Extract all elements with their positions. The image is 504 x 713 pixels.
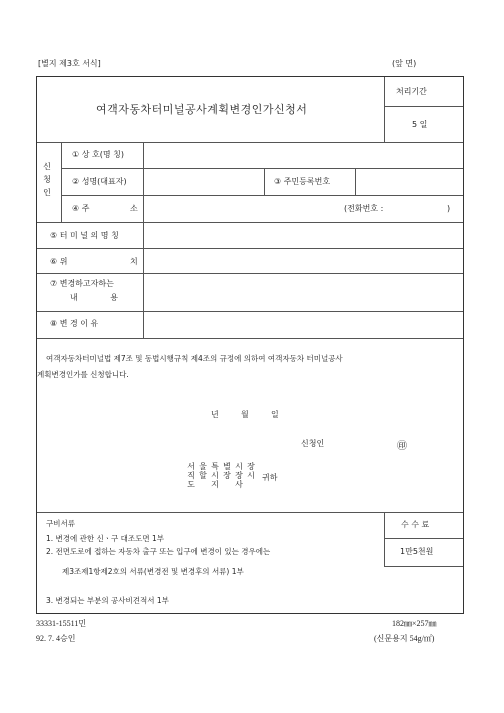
statement-line-2: 계획변경인가를 신청합니다. xyxy=(37,370,129,379)
terminal-name-field[interactable] xyxy=(144,223,462,247)
divider xyxy=(37,338,463,339)
authority-col-3: 특 시 지 xyxy=(211,462,219,489)
form-number: [별지 제3호 서식] xyxy=(38,59,101,68)
location-label-suffix: 치 xyxy=(130,257,138,266)
terminal-name-label: ⑤ 터 미 널 의 명 칭 xyxy=(50,231,119,240)
attachment-item-2-continued: 제3조제1항제2호의 서류(변경전 및 변경후의 서류) 1부 xyxy=(62,567,244,576)
resident-number-field[interactable] xyxy=(356,169,462,194)
approval-date: 92. 7. 4승인 xyxy=(36,634,76,643)
processing-period-value: 5 일 xyxy=(412,120,428,129)
change-content-field[interactable] xyxy=(144,274,462,310)
date-year-label: 년 xyxy=(211,410,219,419)
change-reason-field[interactable] xyxy=(144,312,462,337)
authority-col-5: 시 장 사 xyxy=(235,462,243,489)
divider xyxy=(384,538,463,539)
date-day-label: 일 xyxy=(271,410,279,419)
representative-name-field[interactable] xyxy=(144,169,264,194)
processing-period-label: 처리기간 xyxy=(396,87,427,96)
applicant-group-label: 신 청 인 xyxy=(43,162,51,197)
address-field[interactable] xyxy=(144,196,462,221)
authority-col-4: 별 장 xyxy=(223,462,231,480)
seal-mark: ㊞ xyxy=(397,441,407,452)
phone-close-paren: ) xyxy=(447,204,451,213)
paper-type: (신문용지 54g/㎡) xyxy=(374,634,435,643)
page-side-label: (앞 면) xyxy=(392,59,417,68)
fee-value: 1만5천원 xyxy=(400,547,434,556)
change-content-label: ⑦ 변경하고자하는 xyxy=(50,279,114,288)
location-label: ⑥ 위 xyxy=(50,257,68,266)
attachment-item-2: 2. 전면도로에 접하는 자동차 출구 또는 입구에 변경이 있는 경우에는 xyxy=(46,547,271,556)
divider xyxy=(384,512,385,566)
date-month-label: 월 xyxy=(241,410,249,419)
phone-label: (전화번호 : xyxy=(344,204,384,213)
representative-name-label: ② 성명(대표자) xyxy=(72,177,127,186)
fee-label: 수 수 료 xyxy=(401,520,430,529)
change-content-label-2: 내 용 xyxy=(70,293,118,302)
attachment-item-3: 3. 변경되는 부분의 공사비견적서 1부 xyxy=(46,596,169,605)
form-title: 여객자동차터미널공사계획변경인가신청서 xyxy=(96,103,308,116)
paper-size: 182㎜×257㎜ xyxy=(392,619,437,628)
divider xyxy=(264,168,265,195)
resident-number-label: ③ 주민등록번호 xyxy=(274,177,331,186)
address-label: ④ 주 xyxy=(72,204,90,213)
form-code: 33331-15511민 xyxy=(36,619,87,628)
divider xyxy=(384,106,463,107)
attachment-item-1: 1. 변경에 관한 신ㆍ구 대조도면 1부 xyxy=(46,534,165,543)
address-label-suffix: 소 xyxy=(130,204,138,213)
divider xyxy=(61,142,62,222)
addressee-suffix: 귀하 xyxy=(262,473,278,482)
attachments-heading: 구비서류 xyxy=(46,519,75,528)
change-reason-label: ⑧ 변 경 이 유 xyxy=(50,319,99,328)
statement-line-1: 여객자동차터미널법 제7조 및 동법시행규칙 제4조의 규정에 의하여 여객자동차 터미널공사 xyxy=(46,354,343,363)
applicant-signature-label: 신청인 xyxy=(301,439,325,448)
divider xyxy=(384,566,463,567)
divider xyxy=(384,77,385,142)
business-name-label: ① 상 호(명 칭) xyxy=(72,150,124,159)
authority-col-1: 서 직 도 xyxy=(187,462,195,489)
authority-col-2: 울 할 xyxy=(199,462,207,480)
location-field[interactable] xyxy=(144,249,462,273)
divider xyxy=(37,512,463,513)
business-name-field[interactable] xyxy=(144,143,462,167)
authority-col-6: 장 시 xyxy=(247,462,255,480)
